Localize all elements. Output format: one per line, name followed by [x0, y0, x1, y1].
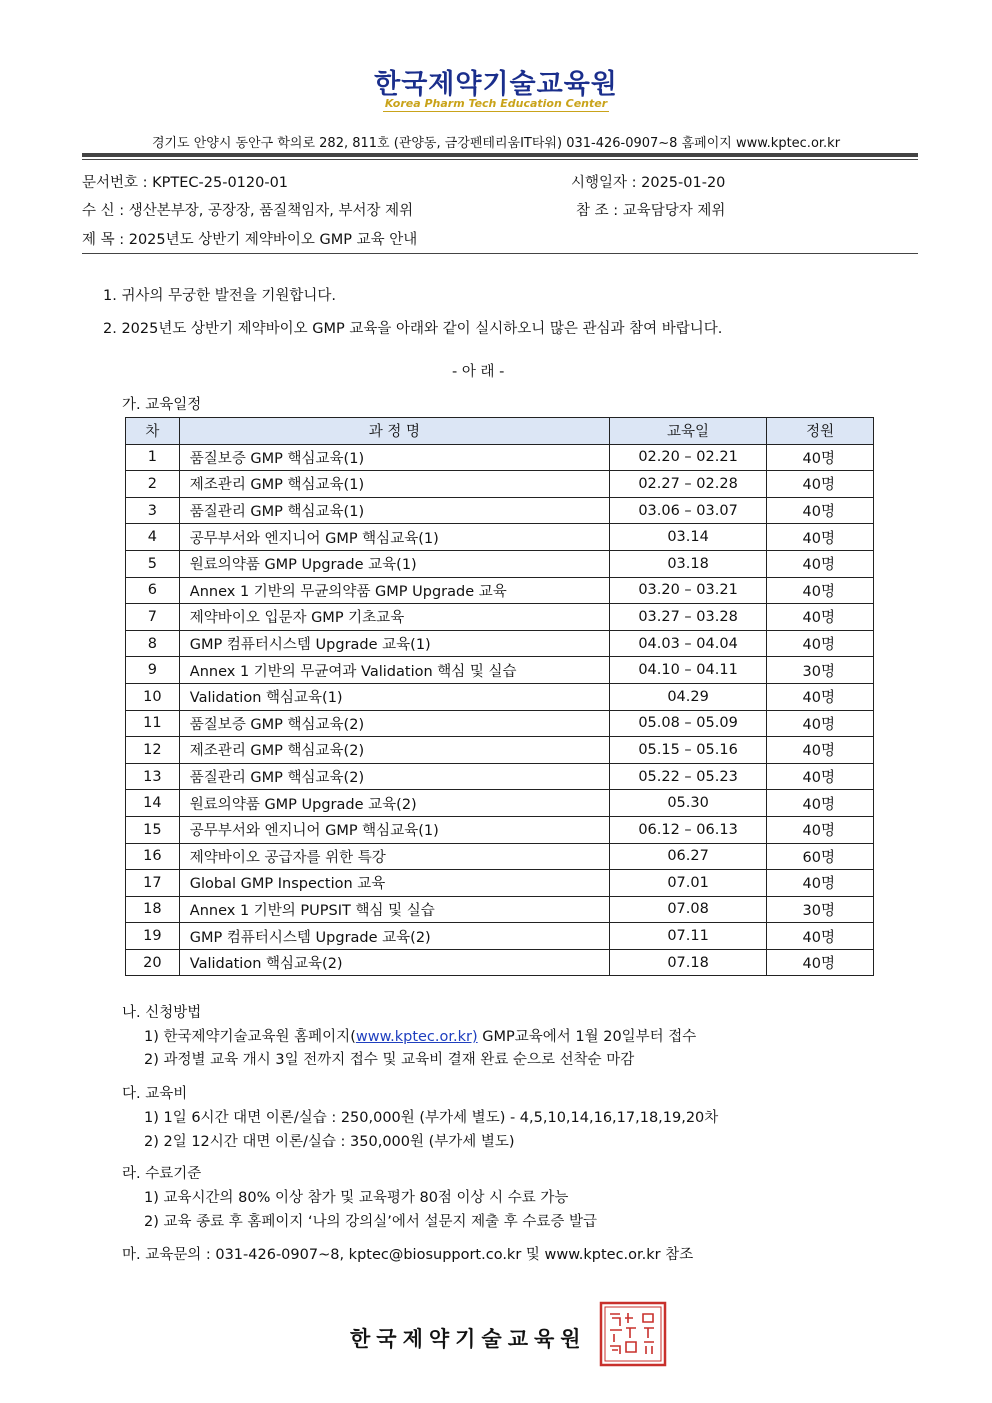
- row-number: 17: [126, 870, 180, 897]
- table-row: [126, 444, 874, 471]
- course-capacity: 40명: [767, 604, 874, 631]
- row-number: 5: [126, 550, 180, 577]
- column-header-date: 교육일: [609, 418, 766, 445]
- course-name: 품질보증 GMP 핵심교육(1): [179, 444, 609, 471]
- table-row: [126, 630, 874, 657]
- apply-item-1-suffix: GMP교육에서 1월 20일부터 접수: [477, 1029, 697, 1045]
- course-date: 04.03 – 04.04: [609, 630, 766, 657]
- row-number: 8: [126, 630, 180, 657]
- course-capacity: 40명: [767, 710, 874, 737]
- header-divider-thick: [82, 153, 918, 157]
- course-capacity: 40명: [767, 763, 874, 790]
- row-number: 7: [126, 604, 180, 631]
- table-row: [126, 737, 874, 764]
- column-header-no: 차: [126, 418, 180, 445]
- doc-number: 문서번호 : KPTEC-25-0120-01: [82, 175, 289, 191]
- row-number: 3: [126, 497, 180, 524]
- course-name: 원료의약품 GMP Upgrade 교육(2): [179, 790, 609, 817]
- row-number: 18: [126, 896, 180, 923]
- schedule-table: [125, 417, 874, 976]
- column-header-capacity: 정원: [767, 418, 874, 445]
- course-name: 제약바이오 입문자 GMP 기초교육: [179, 604, 609, 631]
- row-number: 10: [126, 683, 180, 710]
- table-row: [126, 683, 874, 710]
- course-name: Annex 1 기반의 무균의약품 GMP Upgrade 교육: [179, 577, 609, 604]
- row-number: 15: [126, 816, 180, 843]
- course-capacity: 40명: [767, 471, 874, 498]
- row-number: 1: [126, 444, 180, 471]
- completion-section-title: 라. 수료기준: [122, 1166, 202, 1182]
- course-capacity: 40명: [767, 870, 874, 897]
- fee-item-1: 1) 1일 6시간 대면 이론/실습 : 250,000원 (부가세 별도) - 4,5,10,14,16,17,18,19,20차: [144, 1110, 719, 1126]
- table-row: [126, 497, 874, 524]
- course-capacity: 40명: [767, 577, 874, 604]
- apply-item-2: 2) 과정별 교육 개시 3일 전까지 접수 및 교육비 결재 완료 순으로 선착순 마감: [144, 1052, 635, 1068]
- course-capacity: 30명: [767, 657, 874, 684]
- table-row: [126, 550, 874, 577]
- row-number: 20: [126, 949, 180, 976]
- course-date: 05.30: [609, 790, 766, 817]
- course-name: 제약바이오 공급자를 위한 특강: [179, 843, 609, 870]
- footer-org-name: 한국제약기술교육원: [350, 1327, 587, 1351]
- course-date: 07.18: [609, 949, 766, 976]
- course-date: 06.27: [609, 843, 766, 870]
- contact-line: 마. 교육문의 : 031-426-0907~8, kptec@biosupport.co.kr 및 www.kptec.or.kr 참조: [122, 1247, 694, 1263]
- course-date: 05.22 – 05.23: [609, 763, 766, 790]
- apply-item-1-text: 1) 한국제약기술교육원 홈페이지(: [144, 1029, 356, 1045]
- course-name: 품질관리 GMP 핵심교육(2): [179, 763, 609, 790]
- course-capacity: 40명: [767, 630, 874, 657]
- official-seal-stamp: [598, 1300, 668, 1368]
- table-row: [126, 471, 874, 498]
- reference: 참 조 : 교육담당자 제위: [576, 203, 726, 219]
- course-name: 공무부서와 엔지니어 GMP 핵심교육(1): [179, 524, 609, 551]
- header-divider-thin: [82, 159, 918, 160]
- course-name: 제조관리 GMP 핵심교육(1): [179, 471, 609, 498]
- course-capacity: 40명: [767, 737, 874, 764]
- course-date: 06.12 – 06.13: [609, 816, 766, 843]
- table-row: [126, 657, 874, 684]
- column-header-name: 과 정 명: [179, 418, 609, 445]
- course-capacity: 40명: [767, 923, 874, 950]
- course-date: 05.08 – 05.09: [609, 710, 766, 737]
- course-date: 04.10 – 04.11: [609, 657, 766, 684]
- course-capacity: 40명: [767, 683, 874, 710]
- course-date: 02.27 – 02.28: [609, 471, 766, 498]
- course-date: 07.08: [609, 896, 766, 923]
- apply-section-title: 나. 신청방법: [122, 1005, 202, 1021]
- course-name: 품질관리 GMP 핵심교육(1): [179, 497, 609, 524]
- course-capacity: 40명: [767, 524, 874, 551]
- fee-section-title: 다. 교육비: [122, 1086, 188, 1102]
- table-row: [126, 923, 874, 950]
- fee-item-2: 2) 2일 12시간 대면 이론/실습 : 350,000원 (부가세 별도): [144, 1134, 515, 1150]
- completion-item-2: 2) 교육 종료 후 홈페이지 ‘나의 강의실’에서 설문지 제출 후 수료증 발급: [144, 1214, 597, 1230]
- table-row: [126, 896, 874, 923]
- table-row: [126, 763, 874, 790]
- course-name: GMP 컴퓨터시스템 Upgrade 교육(2): [179, 923, 609, 950]
- table-row: [126, 949, 874, 976]
- course-name: GMP 컴퓨터시스템 Upgrade 교육(1): [179, 630, 609, 657]
- table-row: [126, 816, 874, 843]
- row-number: 11: [126, 710, 180, 737]
- letterhead-org-name-en: Korea Pharm Tech Education Center: [384, 97, 608, 110]
- course-capacity: 30명: [767, 896, 874, 923]
- row-number: 19: [126, 923, 180, 950]
- course-capacity: 40명: [767, 816, 874, 843]
- schedule-header-row: [126, 418, 874, 445]
- course-capacity: 40명: [767, 949, 874, 976]
- subject: 제 목 : 2025년도 상반기 제약바이오 GMP 교육 안내: [82, 232, 418, 248]
- row-number: 14: [126, 790, 180, 817]
- course-date: 03.18: [609, 550, 766, 577]
- row-number: 4: [126, 524, 180, 551]
- table-row: [126, 710, 874, 737]
- course-date: 04.29: [609, 683, 766, 710]
- course-name: Validation 핵심교육(1): [179, 683, 609, 710]
- course-name: Annex 1 기반의 무균여과 Validation 핵심 및 실습: [179, 657, 609, 684]
- apply-item-1: [144, 1025, 696, 1046]
- row-number: 6: [126, 577, 180, 604]
- course-date: 03.14: [609, 524, 766, 551]
- table-row: [126, 524, 874, 551]
- course-name: 제조관리 GMP 핵심교육(2): [179, 737, 609, 764]
- row-number: 12: [126, 737, 180, 764]
- course-name: Annex 1 기반의 PUPSIT 핵심 및 실습: [179, 896, 609, 923]
- issue-date: 시행일자 : 2025-01-20: [571, 175, 726, 191]
- course-date: 07.01: [609, 870, 766, 897]
- course-capacity: 40명: [767, 790, 874, 817]
- course-capacity: 40명: [767, 550, 874, 577]
- table-row: [126, 843, 874, 870]
- completion-item-1: 1) 교육시간의 80% 이상 참가 및 교육평가 80점 이상 시 수료 가능: [144, 1190, 569, 1206]
- homepage-link[interactable]: www.kptec.or.kr): [355, 1029, 478, 1045]
- course-name: 품질보증 GMP 핵심교육(2): [179, 710, 609, 737]
- below-marker: - 아 래 -: [452, 364, 505, 380]
- table-row: [126, 870, 874, 897]
- course-capacity: 40명: [767, 444, 874, 471]
- course-name: 원료의약품 GMP Upgrade 교육(1): [179, 550, 609, 577]
- course-capacity: 40명: [767, 497, 874, 524]
- subject-divider: [82, 253, 918, 254]
- course-date: 02.20 – 02.21: [609, 444, 766, 471]
- course-name: 공무부서와 엔지니어 GMP 핵심교육(1): [179, 816, 609, 843]
- course-date: 05.15 – 05.16: [609, 737, 766, 764]
- row-number: 2: [126, 471, 180, 498]
- recipient: 수 신 : 생산본부장, 공장장, 품질책임자, 부서장 제위: [82, 203, 414, 219]
- table-row: [126, 604, 874, 631]
- row-number: 13: [126, 763, 180, 790]
- row-number: 16: [126, 843, 180, 870]
- course-name: Global GMP Inspection 교육: [179, 870, 609, 897]
- course-date: 03.27 – 03.28: [609, 604, 766, 631]
- letterhead-org-name: 한국제약기술교육원: [374, 69, 618, 100]
- course-date: 03.20 – 03.21: [609, 577, 766, 604]
- course-name: Validation 핵심교육(2): [179, 949, 609, 976]
- paragraph-2: 2. 2025년도 상반기 제약바이오 GMP 교육을 아래와 같이 실시하오니 많은 관심과 참여 바랍니다.: [103, 321, 723, 337]
- table-row: [126, 790, 874, 817]
- table-row: [126, 577, 874, 604]
- course-capacity: 60명: [767, 843, 874, 870]
- paragraph-1: 1. 귀사의 무궁한 발전을 기원합니다.: [103, 288, 336, 304]
- schedule-section-title: 가. 교육일정: [122, 397, 202, 413]
- row-number: 9: [126, 657, 180, 684]
- course-date: 03.06 – 03.07: [609, 497, 766, 524]
- letterhead-address: 경기도 안양시 동안구 학의로 282, 811호 (관양동, 금강펜테리움IT타워) 031-426-0907~8 홈페이지 www.kptec.or.kr: [151, 136, 841, 151]
- course-date: 07.11: [609, 923, 766, 950]
